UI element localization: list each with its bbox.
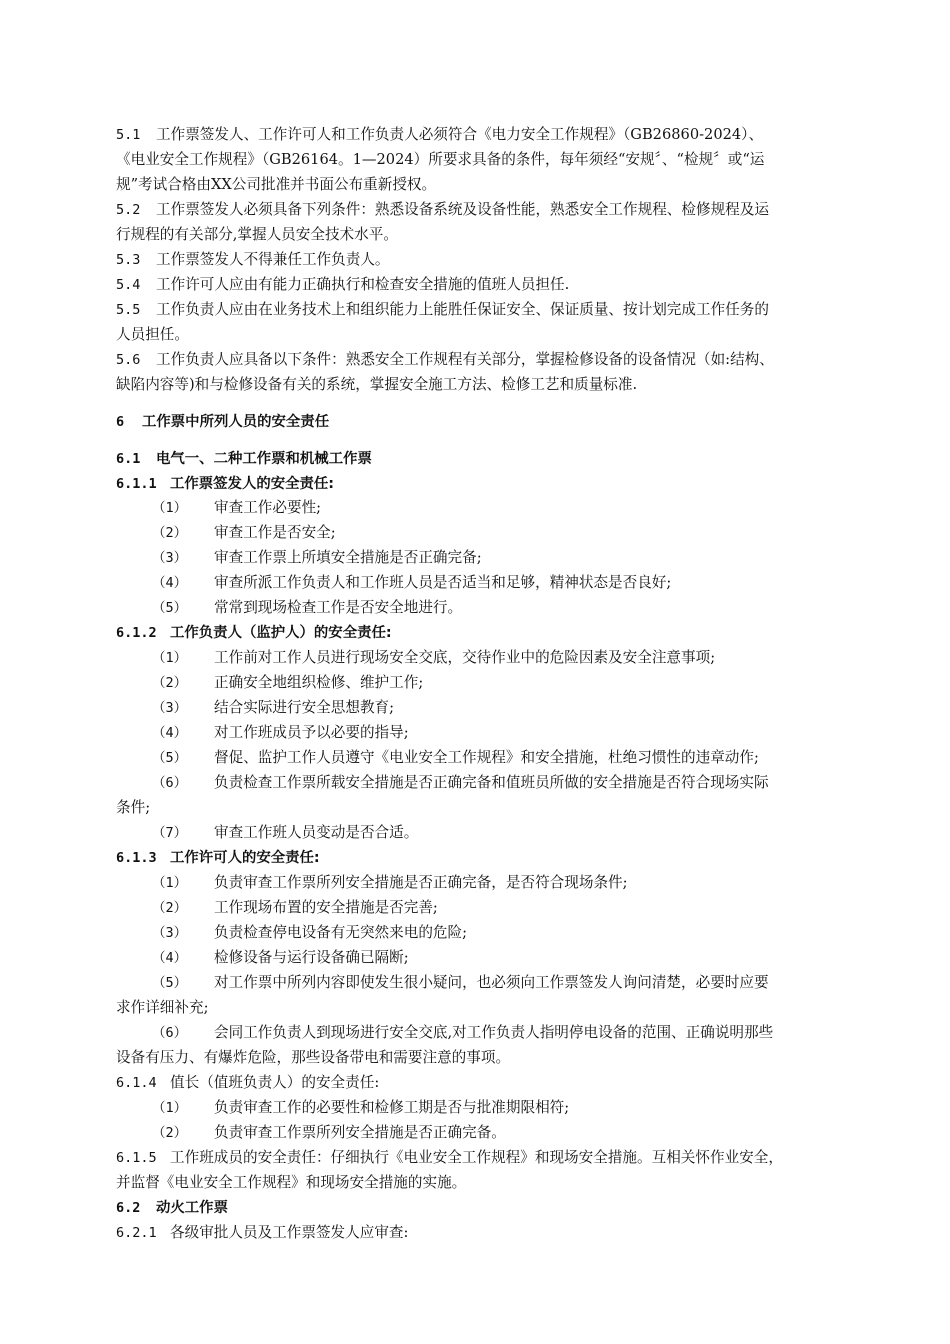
clause-5-4	[116, 274, 870, 296]
item-text: 督促、监护工作人员遵守《电业安全工作规程》和安全措施，杜绝习惯性的违章动作;	[214, 749, 759, 766]
clause-title: 工作负责人（监护人）的安全责任:	[170, 625, 392, 641]
list-item	[152, 672, 870, 694]
list-item	[152, 722, 870, 744]
list-item-continuation	[116, 797, 870, 819]
clause-5-6-line-1	[116, 349, 870, 371]
item-text: 审查所派工作负责人和工作班人员是否适当和足够，精神状态是否良好;	[214, 574, 672, 591]
item-text: 工作前对工作人员进行现场安全交底，交待作业中的危险因素及安全注意事项;	[214, 649, 716, 666]
item-text: 正确安全地组织检修、维护工作;	[214, 674, 424, 691]
clause-5-2-line-2	[116, 224, 870, 246]
clause-5-3	[116, 249, 870, 271]
clause-text: 规”考试合格由XX公司批准并书面公布重新授权。	[116, 176, 437, 193]
list-item	[152, 1022, 870, 1044]
clause-title: 工作票签发人的安全责任:	[170, 476, 335, 492]
item-text: 检修设备与运行设备确已隔断;	[214, 949, 409, 966]
clause-number: 5.6	[116, 352, 141, 368]
clause-5-6-line-2	[116, 374, 870, 396]
clause-6-1-5-line-2	[116, 1172, 870, 1194]
item-text: 对工作票中所列内容即使发生很小疑问，也必须向工作票签发人询问清楚，必要时应要	[214, 974, 769, 991]
list-item-continuation	[116, 997, 870, 1019]
item-text: 设备有压力、有爆炸危险，那些设备带电和需要注意的事项。	[116, 1049, 511, 1066]
clause-number: 6.1.3	[116, 850, 157, 866]
clause-number: 5.5	[116, 302, 141, 318]
item-text: 结合实际进行安全思想教育;	[214, 699, 395, 716]
clause-text: 并监督《电业安全工作规程》和现场安全措施的实施。	[116, 1174, 467, 1191]
section-6-1-heading	[116, 448, 870, 470]
clause-text: 工作负责人应具备以下条件：熟悉安全工作规程有关部分，掌握检修设备的设备情况（如:结构、	[156, 351, 774, 368]
section-title: 工作票中所列人员的安全责任	[142, 414, 330, 430]
item-number: （6）	[152, 1025, 188, 1041]
item-text: 负责审查工作票所列安全措施是否正确完备，是否符合现场条件;	[214, 874, 628, 891]
clause-5-5-line-1	[116, 299, 870, 321]
clause-number: 5.4	[116, 277, 141, 293]
clause-5-1-line-1	[116, 124, 870, 146]
clause-6-1-2-heading	[116, 622, 870, 644]
item-number: （4）	[152, 725, 188, 741]
list-item	[152, 597, 870, 619]
item-number: （3）	[152, 925, 188, 941]
clause-text: 各级审批人员及工作票签发人应审查:	[170, 1224, 409, 1241]
clause-number: 6.1.5	[116, 1150, 157, 1166]
list-item	[152, 547, 870, 569]
list-item	[152, 647, 870, 669]
clause-text: 缺陷内容等)和与检修设备有关的系统，掌握安全施工方法、检修工艺和质量标准.	[116, 376, 638, 393]
list-item	[152, 922, 870, 944]
clause-5-1-line-3	[116, 174, 870, 196]
list-item	[152, 972, 870, 994]
clause-5-2-line-1	[116, 199, 870, 221]
clause-text: 人员担任。	[116, 326, 189, 343]
list-item	[152, 872, 870, 894]
item-text: 审查工作班人员变动是否合适。	[214, 824, 419, 841]
clause-text: 工作票签发人、工作许可人和工作负责人必须符合《电力安全工作规程》（GB26860-2024）、	[156, 126, 764, 143]
item-text: 审查工作必要性;	[214, 499, 322, 516]
item-number: （3）	[152, 700, 188, 716]
item-number: （2）	[152, 675, 188, 691]
clause-number: 6.1.1	[116, 476, 157, 492]
section-number: 6.1	[116, 451, 141, 467]
section-title: 电气一、二种工作票和机械工作票	[156, 451, 372, 467]
section-6-2-heading	[116, 1197, 870, 1219]
item-number: （2）	[152, 1125, 188, 1141]
clause-number: 6.1.4	[116, 1075, 157, 1091]
item-text: 条件;	[116, 799, 151, 816]
clause-number: 5.2	[116, 202, 141, 218]
item-text: 负责审查工作票所列安全措施是否正确完备。	[214, 1124, 506, 1141]
list-item	[152, 747, 870, 769]
section-number: 6	[116, 414, 125, 430]
clause-5-1-line-2	[116, 149, 870, 171]
item-number: （3）	[152, 550, 188, 566]
clause-number: 5.3	[116, 252, 141, 268]
item-text: 审查工作票上所填安全措施是否正确完备;	[214, 549, 482, 566]
item-text: 常常到现场检查工作是否安全地进行。	[214, 599, 463, 616]
item-number: （1）	[152, 875, 188, 891]
item-number: （5）	[152, 750, 188, 766]
item-text: 负责检查工作票所载安全措施是否正确完备和值班员所做的安全措施是否符合现场实际	[214, 774, 769, 791]
clause-text: 工作票签发人必须具备下列条件：熟悉设备系统及设备性能，熟悉安全工作规程、检修规程及运	[156, 201, 769, 218]
item-number: （6）	[152, 775, 188, 791]
item-text: 工作现场布置的安全措施是否完善;	[214, 899, 438, 916]
section-6-heading	[116, 411, 870, 433]
clause-text: 《电业安全工作规程》（GB26164。1—2024）所要求具备的条件，每年须经“安规〞、“检规〞或“运	[116, 151, 765, 168]
clause-6-1-4-heading	[116, 1072, 870, 1094]
list-item	[152, 522, 870, 544]
item-number: （1）	[152, 500, 188, 516]
clause-6-1-1-heading	[116, 473, 870, 495]
list-item	[152, 897, 870, 919]
list-item	[152, 822, 870, 844]
item-number: （1）	[152, 650, 188, 666]
clause-6-1-5-line-1	[116, 1147, 870, 1169]
list-item	[152, 772, 870, 794]
clause-text: 工作票签发人不得兼任工作负责人。	[156, 251, 390, 268]
clause-number: 6.2.1	[116, 1225, 157, 1241]
clause-text: 行规程的有关部分,掌握人员安全技术水平。	[116, 226, 398, 243]
item-number: （1）	[152, 1100, 188, 1116]
section-title: 动火工作票	[156, 1200, 228, 1216]
item-text: 负责审查工作的必要性和检修工期是否与批准期限相符;	[214, 1099, 570, 1116]
item-number: （2）	[152, 900, 188, 916]
item-number: （7）	[152, 825, 188, 841]
clause-text: 工作班成员的安全责任：仔细执行《电业安全工作规程》和现场安全措施。互相关怀作业安全，	[170, 1149, 783, 1166]
clause-title: 值长（值班负责人）的安全责任:	[170, 1074, 380, 1091]
clause-5-5-line-2	[116, 324, 870, 346]
item-number: （5）	[152, 600, 188, 616]
clause-6-1-3-heading	[116, 847, 870, 869]
clause-number: 5.1	[116, 127, 141, 143]
item-number: （2）	[152, 525, 188, 541]
item-text: 审查工作是否安全;	[214, 524, 336, 541]
item-number: （4）	[152, 950, 188, 966]
list-item	[152, 947, 870, 969]
item-text: 对工作班成员予以必要的指导;	[214, 724, 409, 741]
section-number: 6.2	[116, 1200, 141, 1216]
list-item	[152, 1122, 870, 1144]
list-item	[152, 697, 870, 719]
clause-6-2-1	[116, 1222, 870, 1244]
item-number: （5）	[152, 975, 188, 991]
list-item	[152, 497, 870, 519]
clause-number: 6.1.2	[116, 625, 157, 641]
list-item	[152, 572, 870, 594]
item-number: （4）	[152, 575, 188, 591]
clause-text: 工作许可人应由有能力正确执行和检查安全措施的值班人员担任.	[156, 276, 570, 293]
clause-text: 工作负责人应由在业务技术上和组织能力上能胜任保证安全、保证质量、按计划完成工作任务的	[156, 301, 769, 318]
clause-title: 工作许可人的安全责任:	[170, 850, 320, 866]
item-text: 会同工作负责人到现场进行安全交底,对工作负责人指明停电设备的范围、正确说明那些	[214, 1024, 774, 1041]
item-text: 负责检查停电设备有无突然来电的危险;	[214, 924, 468, 941]
list-item-continuation	[116, 1047, 870, 1069]
item-text: 求作详细补充;	[116, 999, 209, 1016]
list-item	[152, 1097, 870, 1119]
